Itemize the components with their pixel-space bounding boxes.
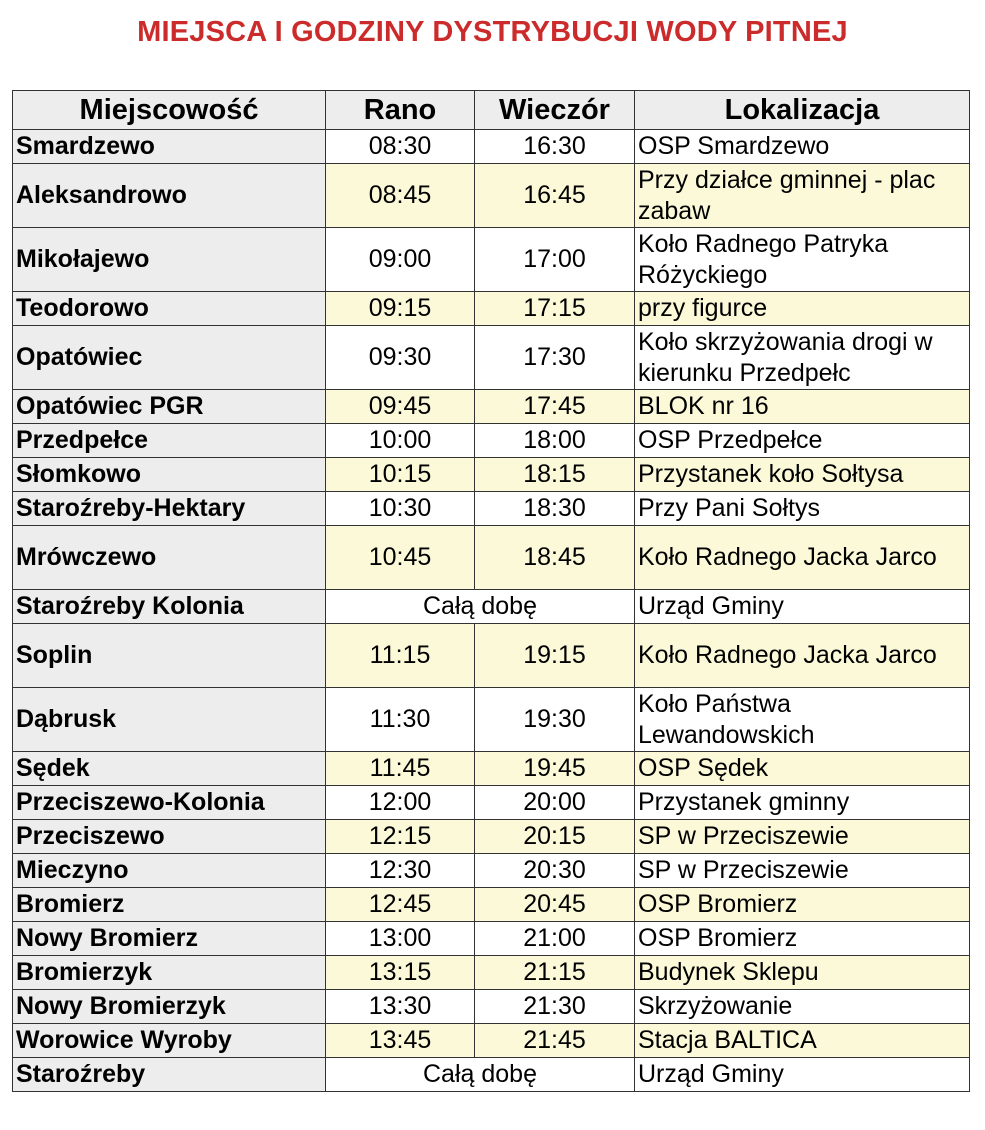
morning-cell: 12:45: [326, 888, 475, 922]
evening-cell: 21:00: [475, 922, 635, 956]
place-cell: Przedpełce: [13, 424, 326, 458]
evening-cell: 21:45: [475, 1024, 635, 1058]
evening-cell: 20:15: [475, 820, 635, 854]
place-cell: Staroźreby Kolonia: [13, 590, 326, 624]
table-row: [13, 1058, 970, 1092]
evening-cell: 19:45: [475, 752, 635, 786]
table-row: [13, 990, 970, 1024]
evening-cell: 17:30: [475, 326, 635, 390]
location-cell: Urząd Gminy: [635, 1058, 970, 1092]
location-cell: Koło Państwa Lewandowskich: [635, 688, 970, 752]
table-row: [13, 888, 970, 922]
table-row: [13, 956, 970, 990]
table-row: [13, 854, 970, 888]
header-place: Miejscowość: [13, 91, 326, 130]
table-row: [13, 752, 970, 786]
table-row: [13, 164, 970, 228]
place-cell: Sędek: [13, 752, 326, 786]
distribution-table: [12, 90, 970, 1092]
location-cell: Przy Pani Sołtys: [635, 492, 970, 526]
morning-cell: 13:45: [326, 1024, 475, 1058]
allday-cell: Całą dobę: [326, 590, 635, 624]
table-row: [13, 326, 970, 390]
table-row: [13, 624, 970, 688]
location-cell: przy figurce: [635, 292, 970, 326]
morning-cell: 13:30: [326, 990, 475, 1024]
evening-cell: 16:45: [475, 164, 635, 228]
morning-cell: 11:30: [326, 688, 475, 752]
evening-cell: 18:30: [475, 492, 635, 526]
location-cell: Koło skrzyżowania drogi w kierunku Przedpełc: [635, 326, 970, 390]
evening-cell: 18:15: [475, 458, 635, 492]
place-cell: Opatówiec PGR: [13, 390, 326, 424]
morning-cell: 08:30: [326, 130, 475, 164]
table-row: [13, 424, 970, 458]
location-cell: OSP Przedpełce: [635, 424, 970, 458]
morning-cell: 10:45: [326, 526, 475, 590]
place-cell: Przeciszewo: [13, 820, 326, 854]
location-cell: Przystanek koło Sołtysa: [635, 458, 970, 492]
place-cell: Nowy Bromierz: [13, 922, 326, 956]
header-evening: Wieczór: [475, 91, 635, 130]
place-cell: Staroźreby: [13, 1058, 326, 1092]
morning-cell: 10:15: [326, 458, 475, 492]
evening-cell: 18:00: [475, 424, 635, 458]
location-cell: SP w Przeciszewie: [635, 820, 970, 854]
evening-cell: 18:45: [475, 526, 635, 590]
table-row: [13, 820, 970, 854]
morning-cell: 12:30: [326, 854, 475, 888]
morning-cell: 13:00: [326, 922, 475, 956]
evening-cell: 20:00: [475, 786, 635, 820]
morning-cell: 11:15: [326, 624, 475, 688]
table-row: [13, 458, 970, 492]
table-row: [13, 390, 970, 424]
morning-cell: 12:15: [326, 820, 475, 854]
location-cell: BLOK nr 16: [635, 390, 970, 424]
morning-cell: 09:00: [326, 228, 475, 292]
morning-cell: 11:45: [326, 752, 475, 786]
place-cell: Słomkowo: [13, 458, 326, 492]
evening-cell: 21:15: [475, 956, 635, 990]
table-row: [13, 492, 970, 526]
table-row: [13, 228, 970, 292]
location-cell: OSP Sędek: [635, 752, 970, 786]
table-row: [13, 590, 970, 624]
location-cell: OSP Bromierz: [635, 922, 970, 956]
location-cell: OSP Bromierz: [635, 888, 970, 922]
header-location: Lokalizacja: [635, 91, 970, 130]
location-cell: Budynek Sklepu: [635, 956, 970, 990]
morning-cell: 10:00: [326, 424, 475, 458]
table-row: [13, 292, 970, 326]
table-row: [13, 688, 970, 752]
place-cell: Staroźreby-Hektary: [13, 492, 326, 526]
place-cell: Nowy Bromierzyk: [13, 990, 326, 1024]
location-cell: Koło Radnego Patryka Różyckiego: [635, 228, 970, 292]
evening-cell: 17:00: [475, 228, 635, 292]
place-cell: Dąbrusk: [13, 688, 326, 752]
location-cell: Przystanek gminny: [635, 786, 970, 820]
location-cell: OSP Smardzewo: [635, 130, 970, 164]
place-cell: Mrówczewo: [13, 526, 326, 590]
table-row: [13, 130, 970, 164]
place-cell: Smardzewo: [13, 130, 326, 164]
evening-cell: 17:15: [475, 292, 635, 326]
morning-cell: 10:30: [326, 492, 475, 526]
location-cell: SP w Przeciszewie: [635, 854, 970, 888]
evening-cell: 20:45: [475, 888, 635, 922]
place-cell: Mieczyno: [13, 854, 326, 888]
place-cell: Przeciszewo-Kolonia: [13, 786, 326, 820]
place-cell: Soplin: [13, 624, 326, 688]
evening-cell: 19:30: [475, 688, 635, 752]
morning-cell: 09:30: [326, 326, 475, 390]
table-row: [13, 922, 970, 956]
place-cell: Bromierz: [13, 888, 326, 922]
table-row: [13, 526, 970, 590]
location-cell: Skrzyżowanie: [635, 990, 970, 1024]
place-cell: Mikołajewo: [13, 228, 326, 292]
evening-cell: 19:15: [475, 624, 635, 688]
header-row: [13, 91, 970, 130]
header-morning: Rano: [326, 91, 475, 130]
location-cell: Przy działce gminnej - plac zabaw: [635, 164, 970, 228]
morning-cell: 12:00: [326, 786, 475, 820]
table-row: [13, 786, 970, 820]
place-cell: Opatówiec: [13, 326, 326, 390]
page-title: MIEJSCA I GODZINY DYSTRYBUCJI WODY PITNEJ: [137, 16, 848, 48]
location-cell: Koło Radnego Jacka Jarco: [635, 526, 970, 590]
allday-cell: Całą dobę: [326, 1058, 635, 1092]
location-cell: Stacja BALTICA: [635, 1024, 970, 1058]
table-row: [13, 1024, 970, 1058]
morning-cell: 09:15: [326, 292, 475, 326]
morning-cell: 09:45: [326, 390, 475, 424]
location-cell: Koło Radnego Jacka Jarco: [635, 624, 970, 688]
place-cell: Aleksandrowo: [13, 164, 326, 228]
evening-cell: 20:30: [475, 854, 635, 888]
place-cell: Bromierzyk: [13, 956, 326, 990]
evening-cell: 21:30: [475, 990, 635, 1024]
place-cell: Worowice Wyroby: [13, 1024, 326, 1058]
evening-cell: 16:30: [475, 130, 635, 164]
location-cell: Urząd Gminy: [635, 590, 970, 624]
morning-cell: 13:15: [326, 956, 475, 990]
place-cell: Teodorowo: [13, 292, 326, 326]
morning-cell: 08:45: [326, 164, 475, 228]
evening-cell: 17:45: [475, 390, 635, 424]
